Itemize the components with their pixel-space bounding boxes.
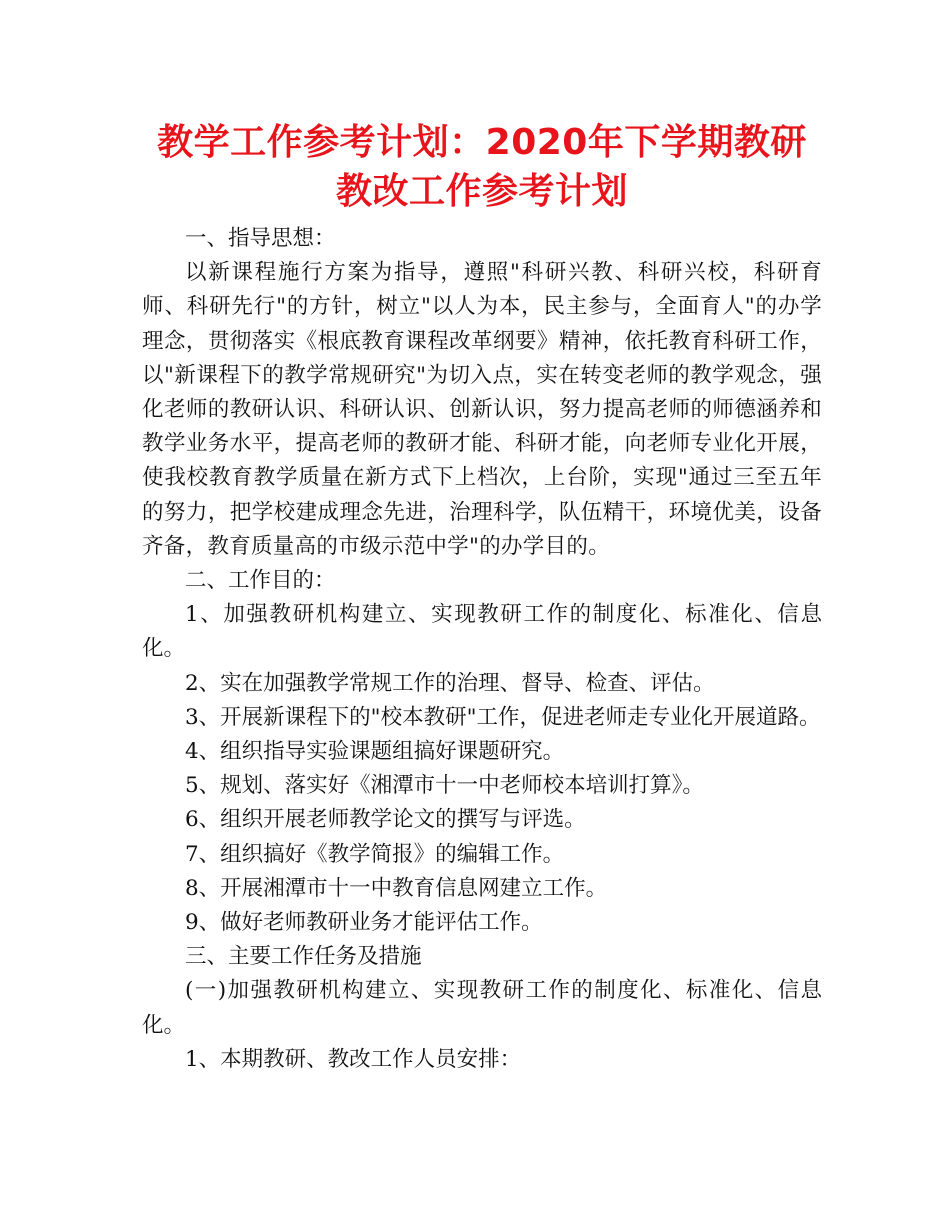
goal-item: 8、开展湘潭市十一中教育信息网建立工作。 bbox=[185, 875, 608, 901]
goal-item: 3、开展新课程下的"校本教研"工作，促进老师走专业化开展道路。 bbox=[185, 704, 821, 730]
document-title: 教学工作参考计划：2020年下学期教研教改工作参考计划 bbox=[157, 122, 807, 212]
subsection-heading: (一)加强教研机构建立、实现教研工作的制度化、标准化、信息化。 bbox=[142, 978, 822, 1038]
goal-item: 9、做好老师教研业务才能评估工作。 bbox=[185, 910, 543, 936]
section-heading-guiding-ideology: 一、指导思想： bbox=[185, 226, 336, 251]
task-item: 1、本期教研、教改工作人员安排： bbox=[185, 1046, 522, 1072]
goal-item: 2、实在加强教学常规工作的治理、督导、检查、评估。 bbox=[185, 670, 715, 696]
goal-item: 7、组织搞好《教学简报》的编辑工作。 bbox=[185, 841, 565, 867]
paragraph-guiding-ideology: 以新课程施行方案为指导，遵照"科研兴教、科研兴校，科研育师、科研先行"的方针，树立"以人为本，民主参与，全面育人"的办学理念，贯彻落实《根底教育课程改革纲要》精神，依托教育科研工作，以"新课程下的教学常规研究"为切入点，实在转变老师的教学观念，强化老师的教研认识、科研认识、创新认识，努力提高老师的师德涵养和教学业务水平，提高老师的教研才能、科研才能，向老师专业化开展，使我校教育教学质量在新方式下上档次，上台阶，实现"通过三至五年的努力，把学校建成理念先进，治理科学，队伍精干，环境优美，设备齐备，教育质量高的市级示范中学"的办学目的。 bbox=[142, 260, 822, 559]
goal-item: 6、组织开展老师教学论文的撰写与评选。 bbox=[185, 807, 586, 833]
document-body bbox=[142, 222, 822, 1077]
document-page bbox=[142, 118, 822, 1077]
goal-item: 1、加强教研机构建立、实现教研工作的制度化、标准化、信息化。 bbox=[142, 602, 822, 662]
goal-item: 4、组织指导实验课题组搞好课题研究。 bbox=[185, 739, 565, 765]
goal-item: 5、规划、落实好《湘潭市十一中老师校本培训打算》。 bbox=[185, 773, 704, 799]
section-heading-main-tasks: 三、主要工作任务及措施 bbox=[185, 944, 422, 970]
section-heading-work-goals: 二、工作目的： bbox=[185, 568, 336, 594]
